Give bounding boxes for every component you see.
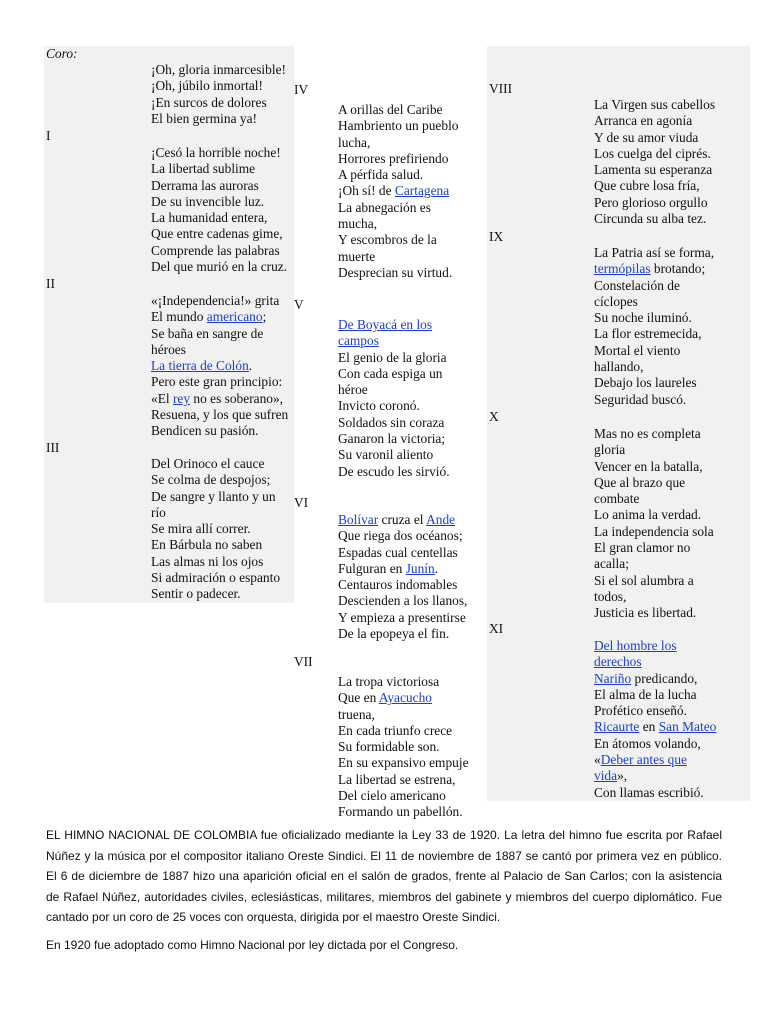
verse-line: Lamenta su esperanza	[594, 162, 713, 178]
verse-line: Arranca en agonía	[594, 113, 693, 129]
verse-line: Con llamas escribió.	[594, 784, 704, 800]
verse-line: vida»,	[594, 768, 628, 784]
verse-line: Mas no es completa	[594, 426, 701, 441]
verse-line: cíclopes	[594, 293, 638, 309]
verse-line	[594, 638, 716, 654]
verse-line: Descienden a los llanos,	[338, 593, 468, 609]
verse-line: Su formidable son.	[338, 739, 440, 755]
verse-line: Ganaron la victoria;	[338, 431, 446, 447]
stanza-XI	[594, 638, 716, 801]
verse-line: A pérfida salud.	[338, 167, 424, 183]
stanza-III	[151, 456, 280, 603]
verse-line: Si el sol alumbra a	[594, 572, 694, 588]
verse-line: Bendicen su pasión.	[151, 423, 259, 439]
stanza-I	[151, 145, 287, 275]
verse-line: El mundo americano;	[151, 309, 267, 325]
verse-line: Mortal el viento	[594, 342, 681, 358]
stanza-VIII	[594, 97, 715, 227]
stanza-IX	[594, 245, 714, 408]
verse-line: Su varonil aliento	[338, 447, 434, 463]
stanza-VII	[338, 674, 469, 821]
verse-link[interactable]: Ayacucho	[378, 690, 432, 706]
verse-line: Se colma de despojos;	[151, 472, 271, 488]
adoption-paragraph: En 1920 fue adoptado como Himno Nacional por ley dictada por el Congreso.	[46, 938, 459, 952]
verse-line: «¡Independencia!» grita	[151, 293, 280, 308]
verse-line: Espadas cual centellas	[338, 544, 458, 560]
verse-line: Se baña en sangre de	[151, 325, 264, 341]
verse-link[interactable]: San Mateo	[658, 719, 717, 735]
verse-link[interactable]: Nariño	[594, 670, 632, 686]
verse-line: Que cubre losa fría,	[594, 178, 700, 194]
verse-line: Hambriento un pueblo	[338, 118, 459, 134]
verse-line: Centauros indomables	[338, 577, 458, 593]
verse-line: lucha,	[338, 134, 371, 150]
verse-line: gloria	[594, 442, 626, 458]
verse-line: ¡En surcos de dolores	[151, 94, 267, 110]
verse-line: mucha,	[338, 216, 378, 232]
verse-line: La Virgen sus cabellos	[594, 97, 716, 112]
verse-link[interactable]: vida	[594, 768, 618, 784]
verse-line: Y escombros de la	[338, 232, 437, 248]
verse-line: El alma de la lucha	[594, 686, 697, 702]
verse-line: La flor estremecida,	[594, 326, 702, 342]
stanza-II	[151, 293, 288, 440]
verse-line: «El rey no es soberano»,	[151, 390, 284, 406]
verse-line: Pero glorioso orgullo	[594, 194, 708, 210]
verse-link[interactable]: campos	[338, 333, 379, 349]
verse-line: Vencer en la batalla,	[594, 458, 703, 474]
stanza-coro	[151, 62, 286, 127]
verse-line: Fulguran en Junín.	[338, 560, 439, 576]
stanza-number-V: V	[294, 297, 304, 312]
verse-link[interactable]: derechos	[594, 654, 642, 670]
verse-line: Ricaurte en San Mateo	[594, 719, 717, 735]
verse-line: truena,	[338, 706, 375, 722]
verse-link[interactable]: Junín	[405, 560, 435, 576]
verse-line: todos,	[594, 588, 627, 604]
verse-line: Formando un pabellón.	[338, 804, 463, 820]
stanza-VI	[338, 512, 467, 642]
stanza-number-I: I	[46, 128, 51, 143]
stanza-V	[338, 317, 450, 480]
verse-line: ¡Cesó la horrible noche!	[151, 145, 281, 160]
verse-line: Y de su amor viuda	[594, 129, 699, 145]
verse-link[interactable]: rey	[172, 390, 191, 406]
stanza-X	[594, 426, 714, 622]
verse-line: Los cuelga del ciprés.	[594, 145, 711, 161]
verse-link[interactable]: Cartagena	[394, 183, 450, 199]
verse-line: ¡Oh, gloria inmarcesible!	[151, 62, 286, 77]
stanza-number-II: II	[46, 276, 55, 291]
verse-line: En cada triunfo crece	[338, 722, 453, 738]
verse-line: héroe	[338, 382, 368, 398]
verse-line: Comprende las palabras	[151, 242, 280, 258]
coro-label: Coro:	[46, 46, 78, 61]
verse-link[interactable]: Del hombre los	[594, 638, 677, 653]
verse-line: Del que murió en la cruz.	[151, 259, 288, 275]
history-paragraph: EL HIMNO NACIONAL DE COLOMBIA fue oficializado mediante la Ley 33 de 1920. La letra del himno fue escrita por Rafael Núñez y la música por el compositor italiano Oreste Sindici. El 11 de noviembre de 1887 se cantó por primera vez en público. El 6 de diciembre de 1887 hizo una aparición oficial en el salón de grados, frente al Palacio de San Carlos; con la asistencia de Rafael Núñez, autoridades civiles, eclesiásticas, militares, miembros del gabinete y miembros del cuerpo diplomático. Fue cantado por un coro de 25 voces con orquesta, dirigida por el maestro Oreste Sindici.	[46, 828, 722, 924]
verse-line: combate	[594, 491, 640, 507]
verse-line: La tropa victoriosa	[338, 674, 440, 689]
verse-line: Que riega dos océanos;	[338, 528, 463, 544]
verse-line: El bien germina ya!	[151, 110, 257, 126]
verse-line: La humanidad entera,	[151, 210, 268, 226]
verse-line: La Patria así se forma,	[594, 245, 715, 260]
verse-line: Pero este gran principio:	[151, 374, 283, 390]
verse-line: De la epopeya el fin.	[338, 626, 450, 642]
verse-link[interactable]: americano	[206, 309, 263, 325]
verse-line: acalla;	[594, 556, 629, 572]
verse-line	[594, 654, 716, 670]
stanza-number-VII: VII	[294, 654, 313, 669]
verse-line: En su expansivo empuje	[338, 755, 469, 771]
verse-line: Seguridad buscó.	[594, 391, 687, 407]
verse-line: La tierra de Colón.	[151, 358, 253, 374]
verse-line: Nariño predicando,	[594, 670, 698, 686]
verse-link[interactable]: Deber antes que	[600, 752, 687, 768]
stanza-number-XI: XI	[489, 621, 504, 636]
verse-line	[338, 333, 450, 349]
verse-line: Sentir o padecer.	[151, 586, 241, 602]
stanza-number-IX: IX	[489, 229, 504, 244]
verse-line: De sangre y llanto y un	[151, 488, 276, 504]
verse-line: En Bárbula no saben	[151, 537, 263, 553]
stanza-number-VIII: VIII	[489, 81, 513, 96]
verse-line: Que entre cadenas gime,	[151, 226, 283, 242]
verse-line: ¡Oh, júbilo inmortal!	[151, 78, 263, 94]
verse-line: Justicia es libertad.	[594, 605, 697, 621]
verse-line: Soldados sin coraza	[338, 414, 445, 430]
verse-line: La independencia sola	[594, 523, 714, 539]
verse-line: río	[151, 504, 166, 520]
verse-line: Que al brazo que	[594, 474, 686, 490]
verse-line: Del Orinoco el cauce	[151, 456, 265, 471]
verse-line: Lo anima la verdad.	[594, 507, 702, 523]
verse-line: La abnegación es	[338, 199, 431, 215]
verse-line: muerte	[338, 248, 376, 264]
verse-link[interactable]: De Boyacá en los	[338, 317, 433, 332]
verse-line: En átomos volando,	[594, 735, 701, 751]
verse-line: Debajo los laureles	[594, 375, 697, 391]
verse-line: Bolívar cruza el Ande	[338, 512, 456, 527]
verse-line: El genio de la gloria	[338, 349, 447, 365]
verse-line: «Deber antes que	[594, 752, 687, 768]
verse-line: ¡Oh sí! de Cartagena	[338, 183, 450, 199]
verse-line: A orillas del Caribe	[338, 102, 443, 117]
verse-link[interactable]: termópilas	[594, 261, 651, 277]
stanza-number-IV: IV	[294, 82, 309, 97]
verse-line: Si admiración o espanto	[151, 570, 281, 586]
verse-line: héroes	[151, 341, 186, 357]
verse-line: Invicto coronó.	[338, 398, 420, 414]
verse-line: Profético enseñó.	[594, 703, 687, 719]
verse-link[interactable]: La tierra de Colón	[151, 358, 249, 374]
verse-line: Se mira allí correr.	[151, 521, 251, 537]
stanza-number-III: III	[46, 440, 60, 455]
verse-link[interactable]: Ande	[426, 512, 456, 527]
verse-line: La libertad se estrena,	[338, 771, 456, 787]
stanza-number-VI: VI	[294, 495, 309, 510]
verse-link[interactable]: Ricaurte	[594, 719, 640, 735]
verse-line: El gran clamor no	[594, 540, 691, 556]
verse-line: La libertad sublime	[151, 161, 256, 177]
verse-line: Con cada espiga un	[338, 365, 443, 381]
verse-line	[338, 317, 450, 333]
verse-line: Circunda su alba tez.	[594, 211, 707, 227]
verse-line: Derrama las auroras	[151, 177, 259, 193]
verse-line: De escudo les sirvió.	[338, 463, 450, 479]
verse-line: hallando,	[594, 359, 644, 375]
verse-line: termópilas brotando;	[594, 261, 706, 277]
verse-line: Desprecian su virtud.	[338, 264, 453, 280]
verse-line: Resuena, y los que sufren	[151, 407, 289, 423]
stanza-IV	[338, 102, 459, 281]
verse-line: De su invencible luz.	[151, 193, 265, 209]
verse-line: Horrores prefiriendo	[338, 150, 449, 166]
verse-line: Su noche iluminó.	[594, 310, 692, 326]
verse-line: Las almas ni los ojos	[151, 553, 264, 569]
verse-line: Del cielo americano	[338, 788, 446, 804]
verse-link[interactable]: Bolívar	[338, 512, 379, 527]
verse-line: Que en Ayacucho	[338, 690, 432, 706]
verse-line: Constelación de	[594, 277, 680, 293]
verse-line: Y empieza a presentirse	[338, 609, 466, 625]
stanza-number-X: X	[489, 409, 499, 424]
